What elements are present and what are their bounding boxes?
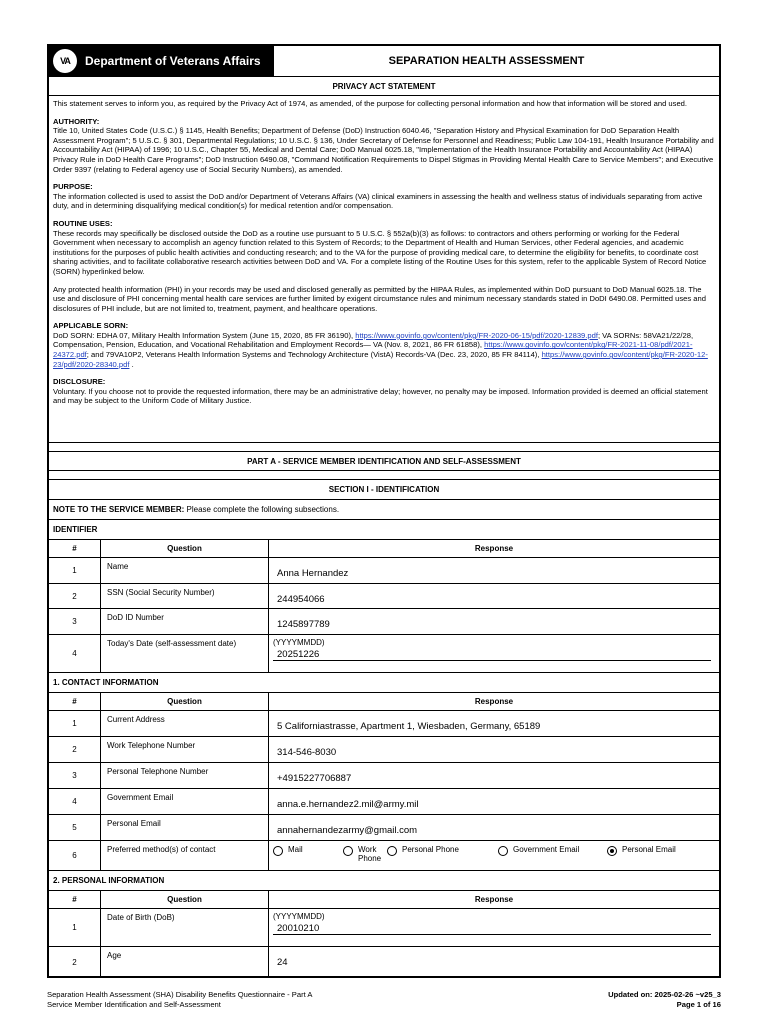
purpose-text: The information collected is used to assist the DoD and/or Department of Veterans Affairs (VA) clinical examiners in assessing the health and wellness status of individuals separating from active duty, and in determining disqualifying medical condition(s) for medical retention and/or compensation. xyxy=(53,191,703,211)
option-label: Work Phone xyxy=(358,845,382,863)
option-label: Personal Email xyxy=(622,845,676,854)
footer-updated: Updated on: 2025-02-26 ~v25_3 xyxy=(608,990,721,999)
response-header: Response xyxy=(474,895,514,904)
option-label: Personal Phone xyxy=(402,845,459,854)
date-format-hint: (YYYYMMDD) xyxy=(273,638,325,647)
page-footer xyxy=(47,990,721,1010)
num-header: # xyxy=(49,693,101,710)
question-text: Date of Birth (DoB) xyxy=(101,909,269,946)
footer-page-number: Page 1 of 16 xyxy=(676,1000,721,1009)
disclosure-text: Voluntary. If you choose not to provide the requested information, there may be an administrative delay; however, no penalty may be imposed. Information provided is deemed an official statement and may be subject to the Uniform Code of Military Justice. xyxy=(53,386,708,406)
question-text: Name xyxy=(101,558,269,583)
part-a-heading: PART A - SERVICE MEMBER IDENTIFICATION AND SELF-ASSESSMENT xyxy=(49,452,719,471)
sha-form xyxy=(47,44,721,978)
table-row xyxy=(49,635,719,673)
sorn-link-2[interactable]: https://www.govinfo.gov/content/pkg/FR-2021-11-08/pdf/2021-24372.pdf xyxy=(53,340,693,360)
dob-field[interactable]: 20010210 xyxy=(277,923,320,934)
privacy-heading: PRIVACY ACT STATEMENT xyxy=(49,77,719,96)
spacer xyxy=(49,443,719,452)
row-number: 4 xyxy=(49,789,101,814)
table-row xyxy=(49,584,719,609)
table-row xyxy=(49,789,719,815)
row-number: 1 xyxy=(49,558,101,583)
service-member-note xyxy=(49,500,719,520)
va-seal-icon: VA xyxy=(53,49,77,73)
question-text: Preferred method(s) of contact xyxy=(101,841,269,870)
option-label: Mail xyxy=(288,845,303,854)
identifier-heading: IDENTIFIER xyxy=(49,520,719,540)
authority-text: Title 10, United States Code (U.S.C.) § 1145, Health Benefits; Department of Defense (DoD) Instruction 6040.46, "Separation History and Physical Examination for DoD Separation Health Assessment Program"; 5 U.S.C. § 301, Departmental Regulations; 10 U.S.C. § 136, Under Secretary of Defense for Personnel and Readiness; Public Law 104-191, Health Insurance Portability and Accountability Act (HIPAA) of 1996; 10 U.S.C., Chapter 55, Medical and Dental Care; DoD Manual 6025.18, "Implementation of the Health Insurance Portability and Accountability Act (HIPAA) Privacy Rule in DoD Health Care Programs"; DoD Instruction 6490.08, "Command Notification Requirements to Dispel Stigmas in Providing Mental Health Care to Service Members"; and Executive Order 9397 (relating to Federal agency use of Social Security Numbers), as amended. xyxy=(53,126,714,174)
privacy-statement xyxy=(49,96,719,443)
address-field[interactable]: 5 Californiastrasse, Apartment 1, Wiesbaden, Germany, 65189 xyxy=(277,721,541,732)
question-text: DoD ID Number xyxy=(101,609,269,634)
num-header: # xyxy=(49,891,101,908)
table-row xyxy=(49,763,719,789)
sorn-link-1[interactable]: https://www.govinfo.gov/content/pkg/FR-2020-06-15/pdf/2020-12839.pdf xyxy=(355,330,598,340)
response-header: Response xyxy=(474,697,514,706)
option-government-email[interactable] xyxy=(498,845,607,856)
question-text: Current Address xyxy=(101,711,269,736)
assessment-date-field[interactable]: 20251226 xyxy=(277,649,320,660)
note-label: NOTE TO THE SERVICE MEMBER: xyxy=(53,505,185,514)
question-header: Question xyxy=(101,693,269,710)
government-email-field[interactable]: anna.e.hernandez2.mil@army.mil xyxy=(277,799,419,810)
va-logo xyxy=(49,46,274,76)
department-name: Department of Veterans Affairs xyxy=(85,54,261,68)
response-header: Response xyxy=(474,544,514,553)
question-text: Work Telephone Number xyxy=(101,737,269,762)
row-number: 4 xyxy=(49,635,101,672)
question-text: Age xyxy=(101,947,269,977)
dod-id-field[interactable]: 1245897789 xyxy=(277,619,330,630)
row-number: 2 xyxy=(49,947,101,977)
purpose-label: PURPOSE: xyxy=(53,182,93,192)
contact-heading: 1. CONTACT INFORMATION xyxy=(49,673,719,693)
radio-personal-email[interactable] xyxy=(607,846,617,856)
disclosure-label: DISCLOSURE: xyxy=(53,377,106,387)
radio-personal-phone[interactable] xyxy=(387,846,397,856)
table-row xyxy=(49,909,719,947)
question-text: Personal Telephone Number xyxy=(101,763,269,788)
personal-heading: 2. PERSONAL INFORMATION xyxy=(49,871,719,891)
personal-phone-field[interactable]: +4915227706887 xyxy=(277,773,352,784)
sorn-text-1: DoD SORN: EDHA 07, Military Health Information System (June 15, 2020, 85 FR 36190), xyxy=(53,330,354,340)
form-header xyxy=(49,46,719,77)
ssn-field[interactable]: 244954066 xyxy=(277,594,325,605)
sorn-text-3: ; and 79VA10P2, Veterans Health Information Systems and Technology Architecture (VistA) Records-VA (Dec. 23, 2020, 85 FR 84114), xyxy=(86,350,540,360)
section-1-heading: SECTION I - IDENTIFICATION xyxy=(49,480,719,500)
question-text: Government Email xyxy=(101,789,269,814)
radio-work-phone[interactable] xyxy=(343,846,353,856)
name-field[interactable]: Anna Hernandez xyxy=(277,568,349,579)
option-personal-phone[interactable] xyxy=(387,845,498,856)
routine-uses-text: These records may specifically be disclosed outside the DoD as a routine use pursuant to 5 U.S.C. § 552a(b)(3) as follows: to contractors and others performing or working for the Federal Government when necessary to accomplish an agency function related to this System of Records; to the Department of Health and Human Services, other Federal agencies, and academic institutions for the purposes of public health activities and conducting research; and to the VA for the purpose of providing medical care, to determine the eligibility for benefits, to coordinate cost sharing activities, and to facilitate collaborative research activities between DoD and VA. For a complete listing of the Routine Uses for this system, refer to the applicable System of Record Notice (SORN) hyperlinked below. xyxy=(53,228,707,276)
form-title: SEPARATION HEALTH ASSESSMENT xyxy=(388,55,585,67)
routine-uses-label: ROUTINE USES: xyxy=(53,218,113,228)
age-field[interactable]: 24 xyxy=(277,957,288,968)
table-header xyxy=(49,891,719,909)
personal-email-field[interactable]: annahernandezarmy@gmail.com xyxy=(277,825,418,836)
question-text: SSN (Social Security Number) xyxy=(101,584,269,608)
radio-mail[interactable] xyxy=(273,846,283,856)
row-number: 6 xyxy=(49,841,101,870)
table-row xyxy=(49,609,719,635)
sorn-label: APPLICABLE SORN: xyxy=(53,321,129,331)
spacer xyxy=(49,471,719,480)
option-work-phone[interactable] xyxy=(343,845,387,863)
question-header: Question xyxy=(101,891,269,908)
row-number: 1 xyxy=(49,711,101,736)
num-header: # xyxy=(49,540,101,557)
sorn-text-2: ; VA SORNs: 58VA21/22/28, Compensation, Pension, Education, and Vocational Rehabilitation and Employment Records— VA (Nov. 8, 2021, 86 FR 61858), xyxy=(53,330,694,350)
table-row xyxy=(49,841,719,871)
option-personal-email[interactable] xyxy=(607,845,676,856)
question-text: Today's Date (self-assessment date) xyxy=(101,635,269,672)
option-label: Government Email xyxy=(513,845,580,854)
option-mail[interactable] xyxy=(273,845,343,856)
table-row xyxy=(49,737,719,763)
footer-form-name: Separation Health Assessment (SHA) Disability Benefits Questionnaire - Part A xyxy=(47,990,313,999)
row-number: 3 xyxy=(49,763,101,788)
sorn-end: . xyxy=(131,359,134,369)
date-format-hint: (YYYYMMDD) xyxy=(273,912,325,921)
table-row xyxy=(49,711,719,737)
phi-text: Any protected health information (PHI) in your records may be used and disclosed generally as permitted by the HIPAA Rules, as implemented within DoD pursuant to DoD Manual 6025.18. The use and disclosure of PHI concerning mental health care services are further limited by exigent circumstance rules and minimum necessary standards stated in DoDI 6490.08. Permitted uses and disclosures of PHI include, but are not limited to, treatment, payment, and healthcare operations. xyxy=(53,284,706,313)
row-number: 2 xyxy=(49,584,101,608)
authority-label: AUTHORITY: xyxy=(53,116,100,126)
note-text: Please complete the following subsections. xyxy=(186,505,340,514)
row-number: 5 xyxy=(49,815,101,840)
table-row xyxy=(49,947,719,977)
table-header xyxy=(49,693,719,711)
table-row xyxy=(49,558,719,584)
table-row xyxy=(49,815,719,841)
row-number: 2 xyxy=(49,737,101,762)
sorn-link-3[interactable]: https://www.govinfo.gov/content/pkg/FR-2020-12-23/pdf/2020-28340.pdf xyxy=(53,350,708,369)
radio-government-email[interactable] xyxy=(498,846,508,856)
row-number: 1 xyxy=(49,909,101,946)
privacy-intro: This statement serves to inform you, as required by the Privacy Act of 1974, as amended, of the purpose for collecting personal information and how that information will be stored and used. xyxy=(53,99,687,108)
row-number: 3 xyxy=(49,609,101,634)
contact-method-options xyxy=(269,841,719,870)
work-phone-field[interactable]: 314-546-8030 xyxy=(277,747,337,758)
footer-form-part: Service Member Identification and Self-Assessment xyxy=(47,1000,221,1009)
question-header: Question xyxy=(101,540,269,557)
table-header xyxy=(49,540,719,558)
question-text: Personal Email xyxy=(101,815,269,840)
